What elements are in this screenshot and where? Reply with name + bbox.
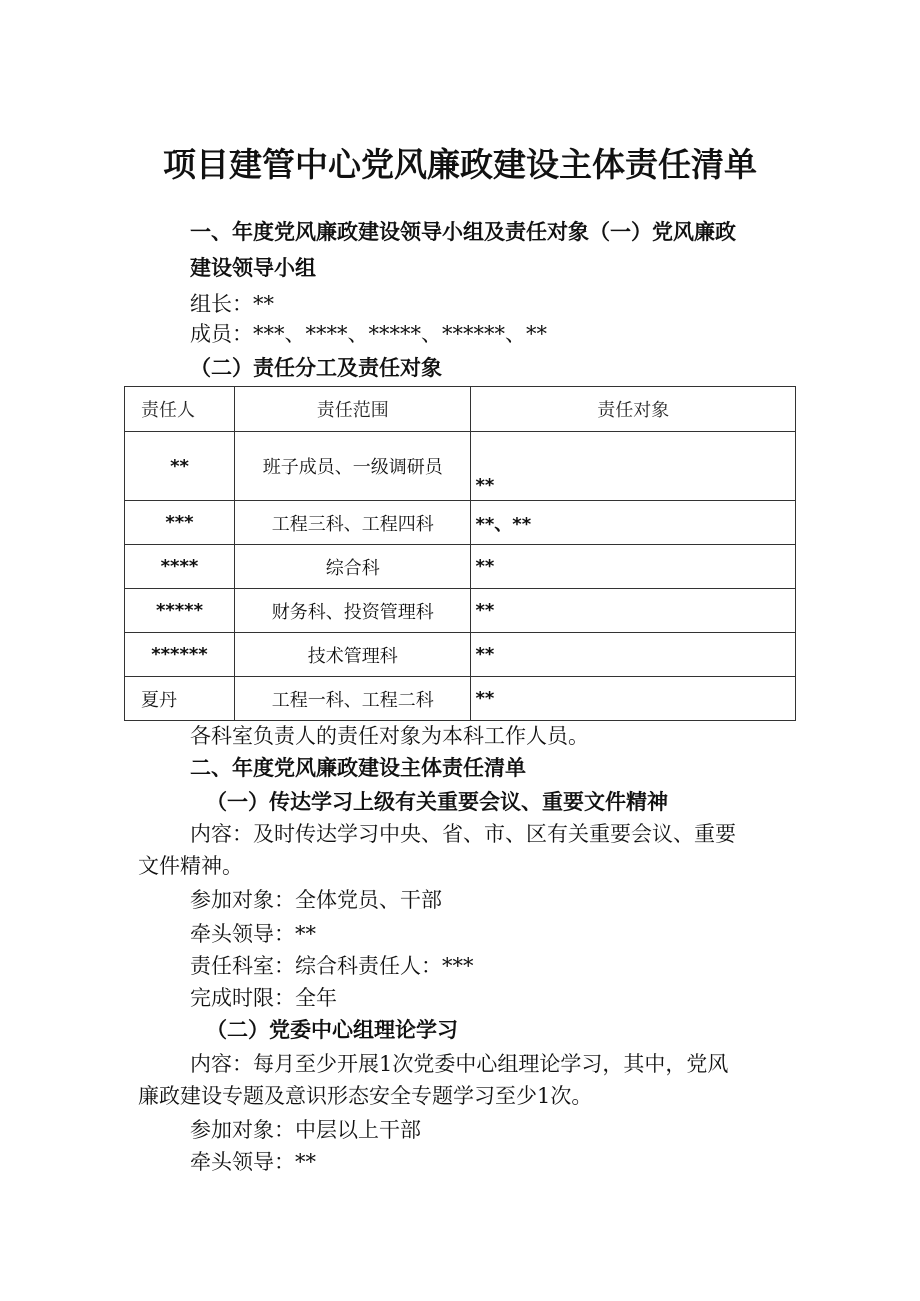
cell-scope: 工程三科、工程四科 (234, 501, 471, 545)
header-scope: 责任范围 (234, 387, 471, 432)
cell-scope: 技术管理科 (234, 633, 471, 677)
section1-heading-line1: 一、年度党风廉政建设领导小组及责任对象（一）党风廉政 (190, 220, 736, 244)
cell-scope: 财务科、投资管理科 (234, 589, 471, 633)
subsection-responsibility-division: （二）责任分工及责任对象 (190, 356, 442, 380)
header-person: 责任人 (125, 387, 235, 432)
item1-dept: 责任科室：综合科责任人：*** (190, 954, 474, 978)
cell-target: ** (471, 432, 796, 501)
item2-content-line1: 内容：每月至少开展1次党委中心组理论学习，其中，党风 (190, 1052, 729, 1076)
cell-scope: 工程一科、工程二科 (234, 677, 471, 721)
section1-heading-line2: 建设领导小组 (190, 256, 316, 280)
item2-participants: 参加对象：中层以上干部 (190, 1118, 421, 1142)
table-row (125, 677, 796, 721)
leader-line: 组长：** (190, 292, 274, 316)
cell-target: ** (471, 589, 796, 633)
table-row (125, 589, 796, 633)
cell-person: ***** (125, 589, 235, 633)
table-row (125, 501, 796, 545)
section2-heading: 二、年度党风廉政建设主体责任清单 (190, 756, 526, 780)
table-row (125, 432, 796, 501)
item1-lead: 牵头领导：** (190, 922, 316, 946)
document-title: 项目建管中心党风廉政建设主体责任清单 (163, 145, 757, 184)
item1-content-line2: 文件精神。 (138, 854, 243, 878)
table-row (125, 545, 796, 589)
cell-target: ** (471, 677, 796, 721)
cell-person: ****** (125, 633, 235, 677)
cell-target: ** (471, 633, 796, 677)
item1-heading: （一）传达学习上级有关重要会议、重要文件精神 (206, 790, 668, 814)
item1-deadline: 完成时限：全年 (190, 986, 337, 1010)
cell-scope: 综合科 (234, 545, 471, 589)
cell-person: ** (125, 432, 235, 501)
item1-participants: 参加对象：全体党员、干部 (190, 888, 442, 912)
item2-heading: （二）党委中心组理论学习 (206, 1018, 458, 1042)
cell-person: *** (125, 501, 235, 545)
cell-scope: 班子成员、一级调研员 (234, 432, 471, 501)
cell-target: **、** (471, 501, 796, 545)
item2-lead: 牵头领导：** (190, 1150, 316, 1174)
cell-person: **** (125, 545, 235, 589)
item1-content-line1: 内容：及时传达学习中央、省、市、区有关重要会议、重要 (190, 822, 736, 846)
table-row (125, 633, 796, 677)
cell-target: ** (471, 545, 796, 589)
note-line: 各科室负责人的责任对象为本科工作人员。 (190, 724, 589, 748)
cell-person: 夏丹 (125, 677, 235, 721)
responsibility-table (124, 386, 796, 721)
members-line: 成员：***、****、*****、******、** (190, 322, 547, 346)
item2-content-line2: 廉政建设专题及意识形态安全专题学习至少1次。 (138, 1084, 593, 1108)
table-header-row (125, 387, 796, 432)
header-target: 责任对象 (471, 387, 796, 432)
